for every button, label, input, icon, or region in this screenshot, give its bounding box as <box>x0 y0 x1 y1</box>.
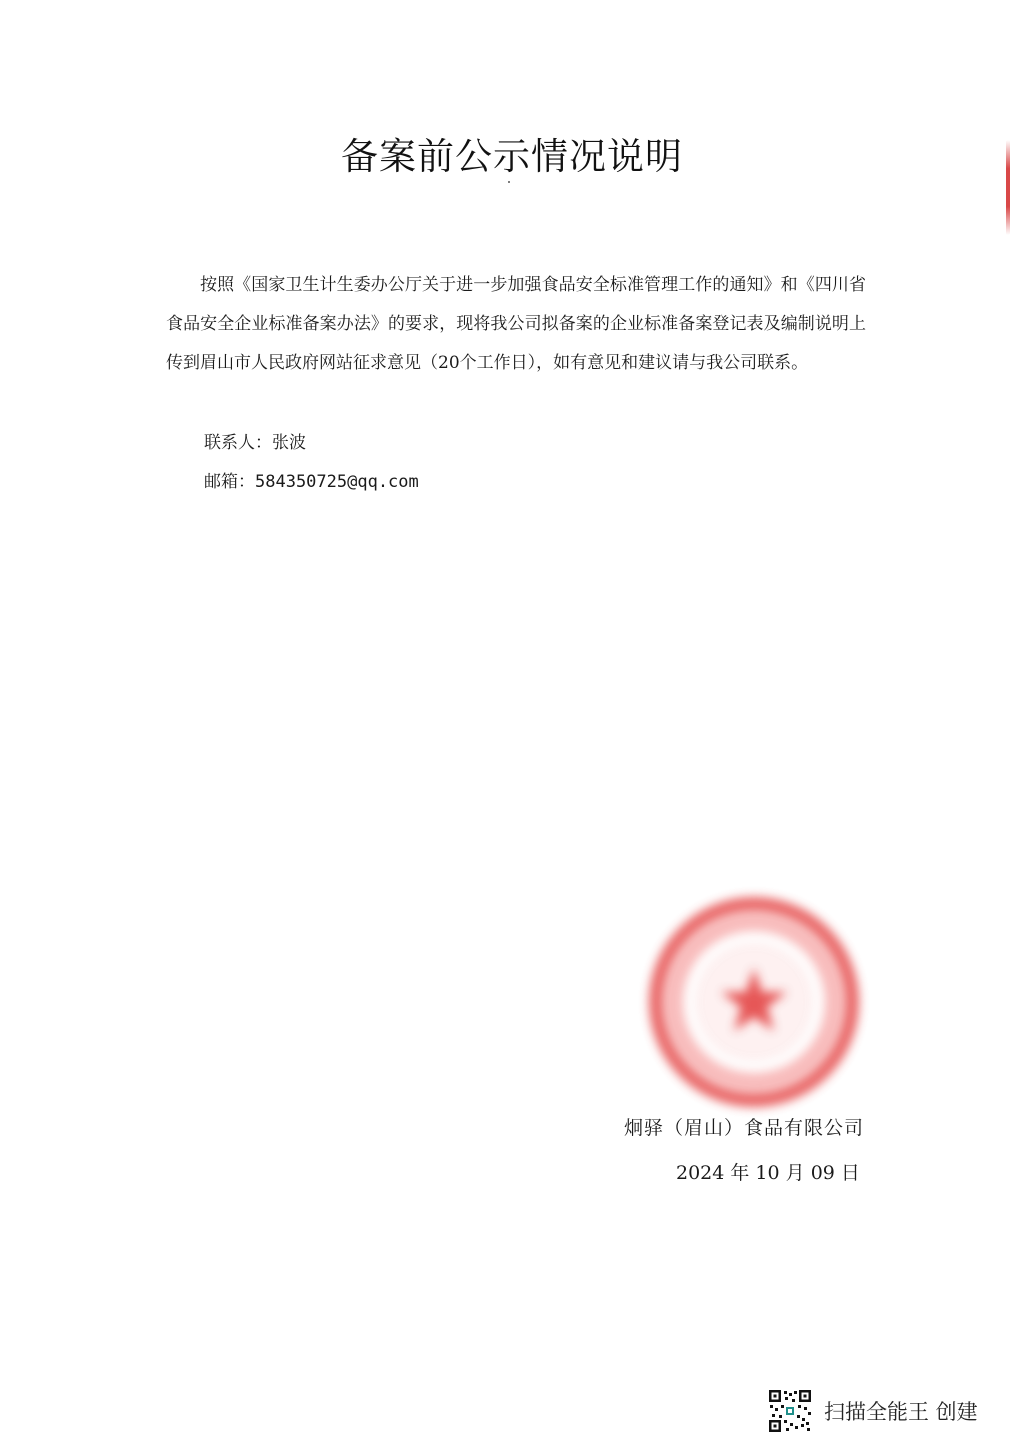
contact-email-line <box>204 467 419 492</box>
email-value: 584350725@qq.com <box>255 472 419 492</box>
body-paragraph: 按照《国家卫生计生委办公厅关于进一步加强食品安全标准管理工作的通知》和《四川省食品安全企业标准备案办法》的要求，现将我公司拟备案的企业标准备案登记表及编制说明上传到眉山市人民政府网站征求意见（20个工作日），如有意见和建议请与我公司联系。 <box>166 275 866 373</box>
scanner-watermark <box>768 1388 978 1434</box>
qr-code-icon <box>768 1389 812 1433</box>
email-label: 邮箱： <box>204 472 255 492</box>
document-date: 2024 年 10 月 09 日 <box>676 1162 860 1184</box>
contact-person-value: 张波 <box>272 433 306 453</box>
contact-person-line <box>204 428 306 453</box>
scanner-brand-text: 扫描全能王 创建 <box>824 1400 978 1424</box>
document-body <box>166 266 866 383</box>
company-name: 炯驿（眉山）食品有限公司 <box>624 1117 865 1139</box>
official-seal-icon <box>648 896 860 1108</box>
contact-person-label: 联系人： <box>204 433 272 453</box>
title-dot <box>508 181 510 183</box>
document-title: 备案前公示情况说明 <box>341 135 683 178</box>
